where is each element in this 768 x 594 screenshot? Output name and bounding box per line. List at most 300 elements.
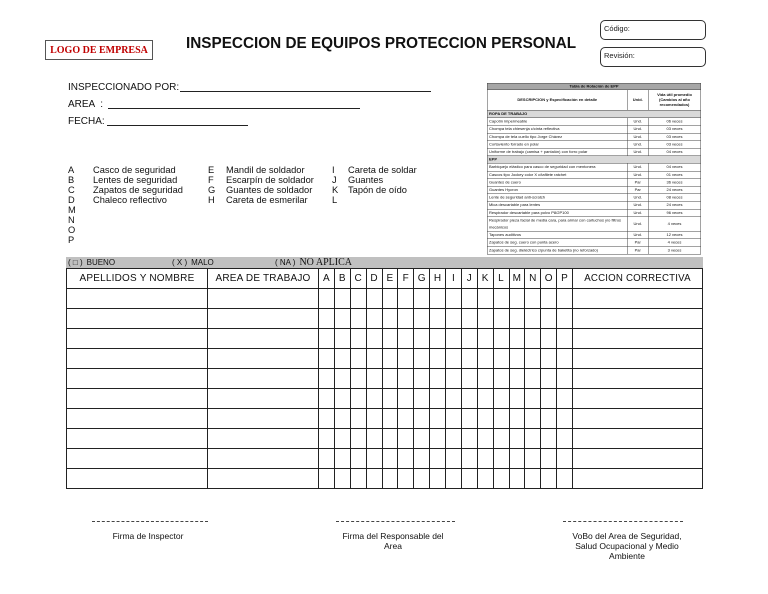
work-area-cell [208, 429, 319, 449]
area-label: AREA : [68, 99, 104, 110]
equipment-column-header: L [493, 269, 509, 289]
equipment-check-cell [366, 309, 382, 329]
rotation-item-description: Zapatos de seg. dieléctrico c/punta de baketita (no reforzado) [487, 247, 627, 255]
equipment-check-cell [334, 329, 350, 349]
equipment-check-cell [477, 469, 493, 489]
inspected-name-cell [67, 349, 208, 369]
equipment-check-cell [509, 349, 525, 369]
legend-item-label: Casco de seguridad [93, 165, 176, 175]
equipment-check-cell [414, 309, 430, 329]
equipment-check-cell [461, 429, 477, 449]
equipment-check-cell [557, 329, 573, 349]
legend-letter: O [68, 225, 76, 235]
equipment-check-cell [398, 409, 414, 429]
legend-letter: P [68, 235, 75, 245]
corrective-action-cell [573, 309, 703, 329]
rotation-item-row [487, 163, 701, 171]
rotation-item-description: Chompa de tela cuello tipo Jorge Chávez [487, 133, 627, 141]
corrective-action-cell [573, 389, 703, 409]
status-na-label: NO APLICA [299, 257, 352, 268]
equipment-check-cell [430, 309, 446, 329]
rotation-item-row [487, 209, 701, 217]
equipment-check-cell [509, 469, 525, 489]
equipment-check-cell [414, 389, 430, 409]
inspection-row [67, 409, 703, 429]
equipment-check-cell [414, 449, 430, 469]
name-header: APELLIDOS Y NOMBRE [67, 269, 208, 289]
inspection-header-row [67, 269, 703, 289]
useful-life-header: Vida útil promedio (Cambios al año recomendados) [648, 90, 701, 111]
inspection-row [67, 349, 703, 369]
equipment-check-cell [493, 369, 509, 389]
rotation-item-description: Chompa tela chiesenja c/cinta reflectiva [487, 125, 627, 133]
equipment-check-cell [430, 349, 446, 369]
inspector-fill-line [180, 91, 431, 92]
equipment-check-cell [525, 349, 541, 369]
rotation-item-description: Respirador descartable para polvo P8/2P100 [487, 209, 627, 217]
equipment-check-cell [398, 449, 414, 469]
code-label: Código: [604, 24, 630, 33]
rotation-item-description: Lente de seguridad anti-scratch [487, 194, 627, 202]
equipment-check-cell [334, 409, 350, 429]
equipment-check-cell [398, 289, 414, 309]
equipment-check-cell [334, 469, 350, 489]
equipment-check-cell [541, 449, 557, 469]
equipment-check-cell [430, 429, 446, 449]
equipment-check-cell [366, 449, 382, 469]
equipment-check-cell [382, 309, 398, 329]
equipment-check-cell [334, 369, 350, 389]
legend-letter: D [68, 195, 75, 205]
equipment-check-cell [398, 429, 414, 449]
work-area-cell [208, 369, 319, 389]
rotation-item-useful-life: 08 veces [648, 194, 701, 202]
rotation-item-row [487, 141, 701, 149]
equipment-check-cell [319, 409, 335, 429]
work-area-header: AREA DE TRABAJO [208, 269, 319, 289]
rotation-item-useful-life: 24 veces [648, 201, 701, 209]
equipment-check-cell [509, 409, 525, 429]
equipment-check-cell [461, 449, 477, 469]
legend-letter: B [68, 175, 75, 185]
legend-letter: J [332, 175, 337, 185]
equipment-check-cell [398, 389, 414, 409]
equipment-check-cell [525, 469, 541, 489]
rotation-item-description: Capotín impermeable [487, 118, 627, 126]
inspected-name-cell [67, 289, 208, 309]
equipment-check-cell [525, 289, 541, 309]
rotation-item-useful-life: 3 veces [648, 247, 701, 255]
status-good-label: BUENO [86, 258, 116, 267]
equipment-check-cell [366, 289, 382, 309]
corrective-action-cell [573, 409, 703, 429]
equipment-check-cell [446, 349, 462, 369]
equipment-check-cell [525, 449, 541, 469]
inspection-row [67, 289, 703, 309]
equipment-check-cell [382, 469, 398, 489]
equipment-check-cell [493, 429, 509, 449]
rotation-item-unit: Par [627, 247, 648, 255]
equipment-check-cell [366, 469, 382, 489]
equipment-check-cell [430, 329, 446, 349]
rotation-section-label: EPP [487, 156, 701, 164]
equipment-check-cell [493, 469, 509, 489]
equipment-check-cell [398, 469, 414, 489]
rotation-section-label: ROPA DE TRABAJO [487, 110, 701, 118]
inspected-name-cell [67, 389, 208, 409]
rotation-item-row [487, 186, 701, 194]
equipment-check-cell [509, 329, 525, 349]
equipment-check-cell [350, 309, 366, 329]
rotation-item-row [487, 133, 701, 141]
corrective-action-header: ACCION CORRECTIVA [573, 269, 703, 289]
equipment-check-cell [446, 329, 462, 349]
equipment-check-cell [366, 369, 382, 389]
corrective-action-cell [573, 329, 703, 349]
rotation-item-row [487, 179, 701, 187]
rotation-item-useful-life: 36 veces [648, 179, 701, 187]
rotation-item-useful-life: 24 veces [648, 186, 701, 194]
equipment-check-cell [493, 389, 509, 409]
equipment-column-header: D [366, 269, 382, 289]
rotation-item-row [487, 217, 701, 232]
equipment-check-cell [541, 389, 557, 409]
equipment-check-cell [541, 369, 557, 389]
equipment-column-header: G [414, 269, 430, 289]
rotation-item-useful-life: 01 veces [648, 171, 701, 179]
work-area-cell [208, 469, 319, 489]
equipment-column-header: O [541, 269, 557, 289]
equipment-check-cell [382, 329, 398, 349]
equipment-check-cell [366, 329, 382, 349]
equipment-check-cell [319, 449, 335, 469]
work-area-cell [208, 289, 319, 309]
rotation-item-unit: Und. [627, 163, 648, 171]
rotation-item-description: Uniforme de trabajo (camisa + pantalón) con forro polar [487, 148, 627, 156]
legend-letter: N [68, 215, 75, 225]
area-manager-signature-line [336, 521, 455, 522]
equipment-column-header: J [461, 269, 477, 289]
legend-item-label: Mandil de soldador [226, 165, 305, 175]
status-good-mark: ( □ ) [68, 258, 83, 267]
legend-item-label: Lentes de seguridad [93, 175, 178, 185]
equipment-check-cell [477, 329, 493, 349]
equipment-check-cell [382, 389, 398, 409]
inspector-label: INSPECCIONADO POR: [68, 82, 180, 93]
equipment-column-header: P [557, 269, 573, 289]
legend-letter: E [208, 165, 215, 175]
equipment-check-cell [382, 429, 398, 449]
rotation-item-description: Guantes Hycron [487, 186, 627, 194]
legend-item-label: Chaleco reflectivo [93, 195, 167, 205]
form-title: INSPECCION DE EQUIPOS PROTECCION PERSONAL [186, 35, 577, 52]
equipment-check-cell [398, 329, 414, 349]
equipment-check-cell [493, 289, 509, 309]
inspector-signature-label: Firma de Inspector [112, 531, 184, 541]
equipment-check-cell [446, 409, 462, 429]
inspected-name-cell [67, 429, 208, 449]
equipment-check-cell [525, 389, 541, 409]
status-bad-mark: ( X ) [172, 258, 188, 267]
inspected-name-cell [67, 409, 208, 429]
equipment-check-cell [319, 329, 335, 349]
equipment-column-header: H [430, 269, 446, 289]
equipment-check-cell [430, 389, 446, 409]
equipment-check-cell [557, 369, 573, 389]
equipment-check-cell [525, 369, 541, 389]
legend-letter: C [68, 185, 75, 195]
equipment-check-cell [477, 349, 493, 369]
equipment-check-cell [350, 289, 366, 309]
rotation-item-description: Cortaviento forrado en polar [487, 141, 627, 149]
status-good [68, 257, 115, 268]
equipment-check-cell [334, 309, 350, 329]
epp-rotation-table [487, 83, 701, 254]
equipment-check-cell [319, 289, 335, 309]
date-label: FECHA: [68, 116, 105, 127]
equipment-check-cell [430, 289, 446, 309]
legend-letter: K [332, 185, 339, 195]
rotation-item-description: Cascos tipo Jockey color X c/tafilete ratchet [487, 171, 627, 179]
inspected-name-cell [67, 469, 208, 489]
company-logo-placeholder: LOGO DE EMPRESA [45, 40, 153, 60]
work-area-cell [208, 449, 319, 469]
equipment-check-cell [557, 409, 573, 429]
equipment-column-header: E [382, 269, 398, 289]
equipment-check-cell [366, 349, 382, 369]
status-not-applicable [275, 257, 352, 268]
rotation-item-useful-life: 03 veces [648, 125, 701, 133]
equipment-check-cell [525, 409, 541, 429]
equipment-check-cell [382, 289, 398, 309]
equipment-check-cell [541, 469, 557, 489]
corrective-action-cell [573, 349, 703, 369]
equipment-check-cell [414, 349, 430, 369]
inspected-name-cell [67, 309, 208, 329]
equipment-check-cell [334, 429, 350, 449]
equipment-check-cell [414, 289, 430, 309]
work-area-cell [208, 329, 319, 349]
rotation-item-unit: Und. [627, 217, 648, 232]
rotation-item-description: Tapones auditivos [487, 231, 627, 239]
equipment-check-cell [350, 449, 366, 469]
rotation-item-row [487, 201, 701, 209]
equipment-check-cell [319, 469, 335, 489]
equipment-check-cell [509, 449, 525, 469]
equipment-check-cell [319, 389, 335, 409]
rotation-item-unit: Und. [627, 133, 648, 141]
rotation-item-row [487, 171, 701, 179]
equipment-check-cell [334, 289, 350, 309]
rotation-item-description: Zapatos de seg. cuero con punta acero [487, 239, 627, 247]
equipment-check-cell [461, 349, 477, 369]
equipment-check-cell [319, 369, 335, 389]
rotation-item-unit: Und. [627, 118, 648, 126]
equipment-check-cell [430, 369, 446, 389]
rotation-item-useful-life: 04 veces [648, 163, 701, 171]
rotation-item-row [487, 194, 701, 202]
equipment-check-cell [461, 329, 477, 349]
equipment-check-cell [350, 429, 366, 449]
status-bad-label: MALO [191, 258, 214, 267]
equipment-check-cell [509, 309, 525, 329]
inspected-name-cell [67, 369, 208, 389]
equipment-check-cell [414, 429, 430, 449]
equipment-check-cell [382, 409, 398, 429]
equipment-check-cell [446, 469, 462, 489]
equipment-check-cell [461, 389, 477, 409]
equipment-check-cell [446, 429, 462, 449]
equipment-check-cell [350, 349, 366, 369]
equipment-check-cell [557, 349, 573, 369]
date-fill-line [107, 125, 248, 126]
rotation-item-useful-life: 4 veces [648, 239, 701, 247]
legend-letter: H [208, 195, 215, 205]
equipment-column-header: C [350, 269, 366, 289]
legend-letter: F [208, 175, 214, 185]
status-legend-bar [66, 257, 703, 268]
corrective-action-cell [573, 449, 703, 469]
equipment-check-cell [414, 369, 430, 389]
equipment-check-cell [319, 429, 335, 449]
equipment-column-header: B [334, 269, 350, 289]
rotation-item-useful-life: 12 veces [648, 231, 701, 239]
equipment-column-header: I [446, 269, 462, 289]
rotation-item-useful-life: 03 veces [648, 141, 701, 149]
equipment-check-cell [493, 409, 509, 429]
equipment-check-cell [509, 429, 525, 449]
equipment-check-cell [366, 429, 382, 449]
rotation-item-description: Guantes de cuero [487, 179, 627, 187]
legend-item-label: Careta de soldar [348, 165, 417, 175]
rotation-table-title: Tabla de Rotación de EPP [487, 83, 701, 90]
rotation-item-useful-life: 03 veces [648, 133, 701, 141]
equipment-check-cell [477, 289, 493, 309]
rotation-item-unit: Und. [627, 141, 648, 149]
rotation-table-head [487, 83, 701, 110]
equipment-check-cell [541, 289, 557, 309]
legend-item-label: Careta de esmerilar [226, 195, 308, 205]
equipment-check-cell [446, 389, 462, 409]
rotation-item-unit: Und. [627, 148, 648, 156]
rotation-header-row [487, 90, 701, 111]
equipment-check-cell [446, 289, 462, 309]
inspection-table-body [67, 289, 703, 489]
legend-letter: L [332, 195, 338, 205]
equipment-column-header: F [398, 269, 414, 289]
rotation-item-unit: Par [627, 239, 648, 247]
description-header: DESCRIPCION y Especificación en detalle [487, 90, 627, 111]
legend-item-label: Escarpín de soldador [226, 175, 314, 185]
equipment-check-cell [334, 349, 350, 369]
equipment-check-cell [398, 369, 414, 389]
equipment-check-cell [350, 389, 366, 409]
equipment-check-cell [366, 409, 382, 429]
equipment-check-cell [382, 349, 398, 369]
equipment-check-cell [525, 309, 541, 329]
equipment-check-cell [382, 449, 398, 469]
equipment-check-cell [541, 329, 557, 349]
rotation-item-useful-life: 04 veces [648, 148, 701, 156]
equipment-check-cell [557, 449, 573, 469]
equipment-check-cell [557, 469, 573, 489]
inspection-row [67, 369, 703, 389]
status-na-mark: ( NA ) [275, 258, 296, 267]
rotation-table-grid [487, 83, 701, 254]
equipment-check-cell [509, 369, 525, 389]
equipment-check-cell [509, 389, 525, 409]
equipment-check-cell [477, 389, 493, 409]
equipment-check-cell [319, 349, 335, 369]
equipment-check-cell [430, 409, 446, 429]
equipment-check-cell [477, 369, 493, 389]
legend-letter: G [208, 185, 216, 195]
equipment-check-cell [557, 389, 573, 409]
equipment-check-cell [398, 349, 414, 369]
equipment-check-cell [477, 429, 493, 449]
equipment-column-header: A [319, 269, 335, 289]
revision-box [600, 47, 706, 67]
equipment-check-cell [398, 309, 414, 329]
rotation-item-unit: Und. [627, 171, 648, 179]
inspection-row [67, 469, 703, 489]
rotation-item-unit: Und. [627, 209, 648, 217]
equipment-check-cell [446, 449, 462, 469]
safety-approval-signature-label: VoBo del Area de Seguridad, Salud Ocupacional y Medio Ambiente [572, 531, 682, 561]
inspected-name-cell [67, 329, 208, 349]
inspection-row [67, 329, 703, 349]
rotation-item-description: Respirador pieza facial de media cara, para armar con cartuchos y/o filtros mecánicos [487, 217, 627, 232]
equipment-check-cell [414, 329, 430, 349]
work-area-cell [208, 389, 319, 409]
rotation-item-useful-life: 96 veces [648, 209, 701, 217]
legend-item-label: Guantes [348, 175, 384, 185]
equipment-check-cell [477, 309, 493, 329]
rotation-item-unit: Und. [627, 231, 648, 239]
inspected-name-cell [67, 449, 208, 469]
equipment-check-cell [541, 309, 557, 329]
inspection-row [67, 429, 703, 449]
inspection-table-head [67, 269, 703, 289]
equipment-check-cell [493, 349, 509, 369]
equipment-column-header: N [525, 269, 541, 289]
rotation-section-row [487, 110, 701, 118]
rotation-item-unit: Und. [627, 201, 648, 209]
corrective-action-cell [573, 469, 703, 489]
equipment-check-cell [350, 369, 366, 389]
equipment-check-cell [334, 449, 350, 469]
equipment-check-cell [557, 309, 573, 329]
equipment-check-cell [461, 409, 477, 429]
equipment-check-cell [493, 449, 509, 469]
equipment-check-cell [461, 369, 477, 389]
equipment-check-cell [350, 329, 366, 349]
rotation-section-row [487, 156, 701, 164]
legend-item-label: Tapón de oído [348, 185, 407, 195]
equipment-column-header: M [509, 269, 525, 289]
rotation-item-useful-life: 06 veces [648, 118, 701, 126]
equipment-check-cell [461, 469, 477, 489]
inspection-row [67, 389, 703, 409]
equipment-check-cell [557, 289, 573, 309]
legend-letter: I [332, 165, 335, 175]
area-manager-signature-label: Firma del Responsable del Area [342, 531, 444, 551]
equipment-check-cell [430, 469, 446, 489]
rotation-item-row [487, 247, 701, 255]
equipment-check-cell [334, 389, 350, 409]
legend-item-label: Guantes de soldador [226, 185, 313, 195]
equipment-check-cell [414, 469, 430, 489]
